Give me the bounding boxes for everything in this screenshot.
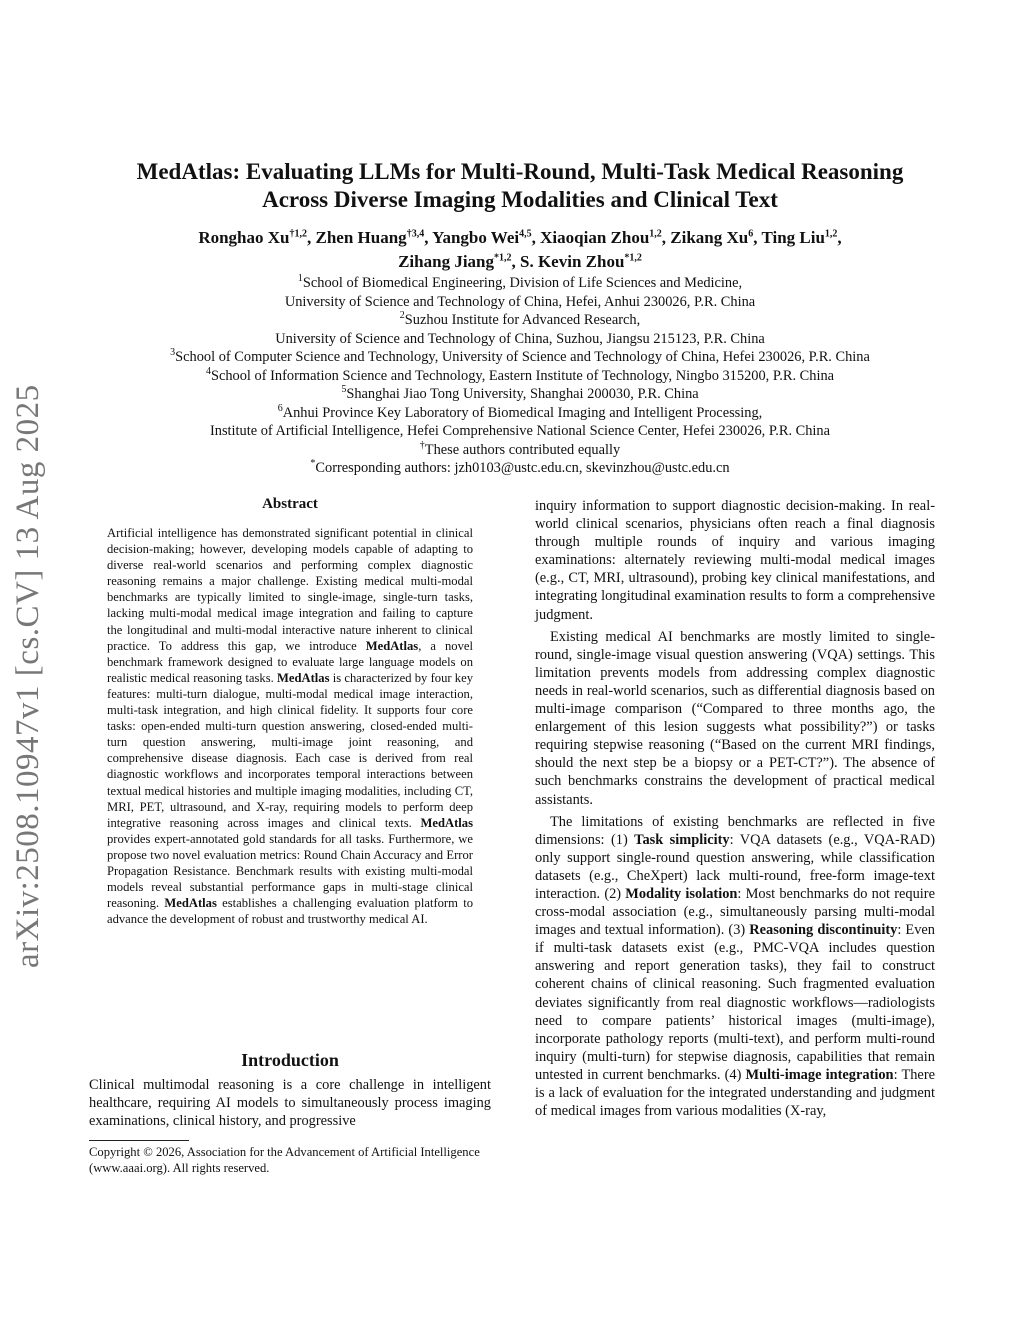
- affiliation-line: [80, 441, 960, 460]
- affiliation-marker: *: [310, 458, 316, 470]
- author-separator: ,: [424, 228, 433, 247]
- affiliation-marker: 1: [297, 273, 303, 285]
- author-affiliation-marker: 1,2: [649, 228, 662, 240]
- affiliation-text: School of Computer Science and Technology, University of Science and Technology of China, Hefei 230026, P.R. China: [175, 349, 870, 365]
- author-affiliation-marker: 1,2: [824, 228, 838, 240]
- affiliation-line: [80, 311, 960, 330]
- affiliation-line: [80, 330, 960, 349]
- author: [670, 228, 761, 247]
- body-text: : Even if multi-task datasets exist (e.g., PMC-VQA includes question answering and report generation tasks), they fail to construct coherent chains of clinical reasoning. Such fragmented evaluation deviates significantly from real diagnostic workflows—radiologists need to compare patients’ historical images (multi-image), incorporate pathology reports (multi-text), and perform multi-round inquiry (multi-turn) for stepwise diagnosis, capabilities that remain untested in current benchmarks. (4): [535, 922, 935, 1083]
- author: [540, 228, 670, 247]
- author-affiliation-marker: 4,5: [519, 228, 532, 240]
- affiliation-line: [80, 385, 960, 404]
- author: [316, 228, 433, 247]
- abstract-body: [107, 525, 473, 927]
- copyright-footnote: Copyright © 2026, Association for the Advancement of Artificial Intelligence (www.aaai.org). All rights reserved.: [89, 1145, 480, 1175]
- author-name: Ronghao Xu: [198, 228, 290, 247]
- author-name: S. Kevin Zhou: [520, 252, 625, 271]
- affiliation-marker: 3: [170, 347, 176, 359]
- affiliation-line: [80, 459, 960, 478]
- body-text: : There is a lack of evaluation for the integrated understanding and judgment of medical images from various modalities (X-ray,: [535, 1066, 935, 1120]
- author-name: Yangbo Wei: [432, 228, 520, 247]
- affiliation-marker: †: [419, 439, 425, 451]
- abstract-text: establishes a challenging evaluation platform to advance the development of robust and trustworthy medical AI.: [107, 896, 473, 927]
- affiliation-marker: 2: [399, 310, 405, 322]
- body-text: Existing medical AI benchmarks are mostly limited to single-round, single-image visual question answering (VQA) settings. This limitation prevents models from addressing complex diagnostic needs in real-world scenarios, such as differential diagnosis based on multi-image comparison (“Compared to three months ago, the enlargement of this lesion suggests what possibility?”) or tasks requiring stepwise reasoning (“Based on the current MRI findings, should the next step be a biopsy or a PET-CT?”). The absence of such benchmarks constrains the development of practical medical assistants.: [535, 628, 935, 808]
- introduction-body: [89, 1077, 491, 1130]
- footnote-rule: [89, 1140, 189, 1141]
- abstract-heading: Abstract: [262, 496, 318, 512]
- author-separator: ,: [511, 252, 520, 271]
- affiliation-line: [80, 274, 960, 293]
- arxiv-identifier: arXiv:2508.10947v1 [cs.CV] 13 Aug 2025: [10, 384, 46, 968]
- affiliation-line: [80, 348, 960, 367]
- benchmark-name: MedAtlas: [365, 638, 419, 653]
- author-affiliation-marker: *1,2: [624, 252, 642, 264]
- benchmark-name: MedAtlas: [420, 815, 473, 830]
- introduction-paragraph: Clinical multimodal reasoning is a core challenge in intelligent healthcare, requiring AI models to simultaneously process imaging examinations, clinical history, and progressive: [89, 1077, 491, 1129]
- author: [398, 252, 520, 271]
- affiliation-line: [80, 422, 960, 441]
- affiliation-text: Corresponding authors: jzh0103@ustc.edu.cn, skevinzhou@ustc.edu.cn: [315, 460, 730, 476]
- author-list: [80, 226, 960, 274]
- affiliation-text: Anhui Province Key Laboratory of Biomedical Imaging and Intelligent Processing,: [282, 404, 763, 421]
- author-affiliation-marker: 6: [748, 228, 754, 240]
- introduction-heading: Introduction: [241, 1050, 339, 1070]
- author-separator: ,: [307, 228, 316, 247]
- affiliation-text: School of Information Science and Technology, Eastern Institute of Technology, Ningbo 315200, P.R. China: [210, 367, 835, 384]
- title-line-2: Across Diverse Imaging Modalities and Clinical Text: [262, 187, 778, 212]
- body-paragraph: [535, 497, 935, 624]
- body-text: inquiry information to support diagnostic decision-making. In real-world clinical scenarios, physicians often reach a final diagnosis through multiple rounds of inquiry and various imaging examinations: alternately reviewing multi-modal medical images (e.g., CT, MRI, ultrasound), probing key clinical manifestations, and integrating longitudinal examination results to form a comprehensive judgment.: [535, 498, 935, 623]
- author-line-2: [80, 250, 960, 274]
- bold-term: Multi-image integration: [745, 1066, 894, 1083]
- benchmark-name: MedAtlas: [164, 896, 217, 911]
- author-affiliation-marker: †3,4: [406, 228, 425, 240]
- author: [198, 228, 315, 247]
- title-line-1: MedAtlas: Evaluating LLMs for Multi-Round, Multi-Task Medical Reasoning: [136, 159, 904, 184]
- body-paragraph: [535, 813, 935, 1121]
- author-name: Zikang Xu: [670, 228, 749, 247]
- affiliation-text: School of Biomedical Engineering, Division of Life Sciences and Medicine,: [302, 275, 743, 291]
- body-text: The limitations of existing benchmarks are reflected in five dimensions: (1): [535, 813, 935, 848]
- affiliation-text: University of Science and Technology of China, Hefei, Anhui 230026, P.R. China: [284, 293, 756, 310]
- right-column-body: [535, 497, 935, 1124]
- affiliation-line: [80, 293, 960, 312]
- author-separator: ,: [837, 228, 842, 247]
- abstract-text: is characterized by four key features: multi-turn dialogue, multi-modal medical image interaction, multi-task integration, and high clinical fidelity. It supports four core tasks: open-ended multi-turn question answering, closed-ended multi-turn question answering, multi-image joint reasoning, and comprehensive disease diagnosis. Each case is derived from real diagnostic workflows and incorporates temporal interactions between textual medical histories and multiple imaging modalities, including CT, MRI, PET, ultrasound, and X-ray, requiring models to perform deep integrative reasoning across images and clinical texts.: [107, 670, 473, 830]
- affiliation-marker: 4: [205, 365, 211, 377]
- affiliation-text: Shanghai Jiao Tong University, Shanghai 200030, P.R. China: [346, 386, 699, 402]
- body-text: : VQA datasets (e.g., VQA-RAD) only support single-round question answering, while classification datasets (e.g., CheXpert) lack multi-round, free-form image-text interaction. (2): [535, 831, 935, 902]
- bold-term: Task simplicity: [634, 831, 730, 848]
- author-separator: ,: [661, 228, 671, 247]
- affiliation-text: Institute of Artificial Intelligence, Hefei Comprehensive National Science Center, Hefei 230026, P.R. China: [209, 423, 831, 439]
- paper-title: [80, 158, 960, 214]
- author-name: Zhen Huang: [315, 228, 407, 247]
- author-affiliation-marker: *1,2: [494, 252, 512, 264]
- affiliation-line: [80, 367, 960, 386]
- benchmark-name: MedAtlas: [277, 670, 330, 685]
- author-name: Xiaoqian Zhou: [540, 228, 650, 247]
- author: [432, 228, 540, 247]
- author: [761, 228, 841, 247]
- affiliation-list: [80, 274, 960, 478]
- affiliation-text: These authors contributed equally: [424, 441, 621, 458]
- body-paragraph: [535, 628, 935, 809]
- author-separator: ,: [753, 228, 762, 247]
- bold-term: Reasoning discontinuity: [749, 922, 898, 939]
- author-name: Ting Liu: [761, 228, 825, 247]
- affiliation-text: University of Science and Technology of China, Suzhou, Jiangsu 215123, P.R. China: [275, 330, 765, 347]
- author-affiliation-marker: †1,2: [289, 228, 307, 240]
- body-text: : Most benchmarks do not require cross-modal association (e.g., simultaneously parsing multi-modal images and textual information). (3): [535, 885, 935, 939]
- bold-term: Modality isolation: [625, 885, 738, 902]
- author-separator: ,: [531, 228, 541, 247]
- affiliation-marker: 5: [341, 384, 347, 396]
- abstract-text: provides expert-annotated gold standards for all tasks. Furthermore, we propose two novel evaluation metrics: Round Chain Accuracy and Error Propagation Resistance. Benchmark results with existing multi-modal models reveal substantial performance gaps in multi-stage clinical reasoning.: [107, 831, 473, 911]
- affiliation-marker: 6: [277, 402, 283, 414]
- author: [520, 252, 642, 271]
- affiliation-line: [80, 404, 960, 423]
- author-name: Zihang Jiang: [398, 252, 494, 271]
- affiliation-text: Suzhou Institute for Advanced Research,: [404, 312, 641, 328]
- abstract-text: Artificial intelligence has demonstrated significant potential in clinical decision-making; however, developing models capable of adapting to diverse real-world scenarios and performing complex diagnostic reasoning remains a major challenge. Existing medical multi-modal benchmarks are typically limited to single-image, single-turn tasks, lacking multi-modal medical image integration and failing to capture the longitudinal and multi-modal interactive nature inherent to clinical practice. To address this gap, we introduce: [107, 526, 473, 653]
- abstract-text: , a novel benchmark framework designed to evaluate large language models on realistic medical reasoning tasks.: [107, 638, 473, 685]
- author-line-1: [80, 226, 960, 250]
